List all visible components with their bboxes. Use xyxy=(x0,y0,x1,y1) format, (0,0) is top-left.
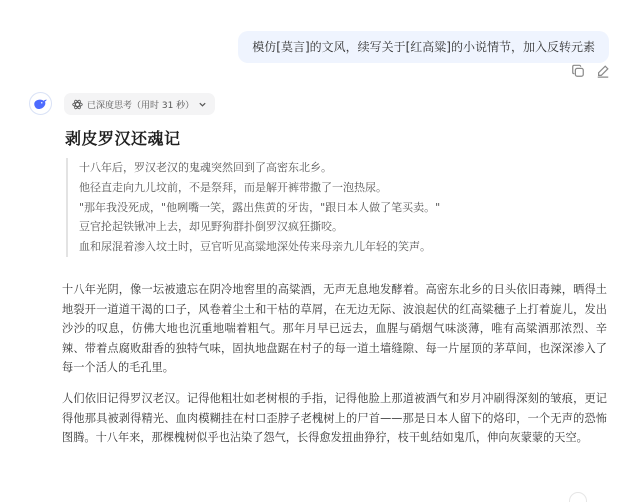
edit-icon[interactable] xyxy=(596,64,610,78)
poem-line: 他径直走向九儿坟前，不是祭拜，而是解开裤带撒了一泡热尿。 xyxy=(79,180,387,194)
copy-icon[interactable] xyxy=(571,64,585,78)
atom-icon xyxy=(72,99,83,110)
deep-think-label: 已深度思考（用时 31 秒） xyxy=(87,100,195,111)
whale-logo-icon xyxy=(33,98,48,110)
story-paragraph: 十八年光阴，像一坛被遗忘在阴冷地窖里的高粱酒，无声无息地发酵着。高密东北乡的日头依旧毒辣，晒得土地裂开一道道干渴的口子，风卷着尘土和干枯的草屑，在无边无际、波浪起伏的红高粱穗子上打着旋儿，发出沙沙的叹息，仿佛大地也沉重地喘着粗气。那年月早已远去，血腥与硝烟气味淡薄，唯有高粱酒那浓烈、辛辣、带着点腐败甜香的独特气味，固执地盘踞在村子的每一道土墙缝隙、每一片屋顶的茅草间，也深深渗入了每一个活人的毛孔里。 xyxy=(62,283,607,375)
poem-line: 豆官抡起铁锹冲上去，却见野狗群扑倒罗汉疯狂撕咬。 xyxy=(79,220,343,234)
user-message-bubble: 模仿[莫言]的文风，续写关于[红高粱]的小说情节，加入反转元素 xyxy=(238,31,609,63)
poem-line: 血和尿混着渗入坟土时，豆官听见高粱地深处传来母亲九儿年轻的笑声。 xyxy=(79,240,431,254)
story-body xyxy=(62,280,607,448)
deep-think-toggle[interactable] xyxy=(64,93,215,115)
poem-blockquote xyxy=(66,158,586,257)
story-paragraph: 人们依旧记得罗汉老汉。记得他粗壮如老树根的手指，记得他脸上那道被酒气和岁月冲刷得深刻的皱痕，更记得他那具被剥得精光、血肉模糊挂在村口歪脖子老槐树上的尸首——那是日本人留下的烙印，一个无声的恐怖图腾。十八年来，那棵槐树似乎也沾染了怨气，长得愈发扭曲狰狞，枝干虬结如鬼爪，伸向灰蒙蒙的天空。 xyxy=(62,391,607,445)
chevron-down-icon xyxy=(198,100,207,109)
assistant-avatar xyxy=(29,92,52,115)
story-title: 剥皮罗汉还魂记 xyxy=(65,129,181,148)
message-actions xyxy=(571,64,610,78)
poem-line: 十八年后，罗汉老汉的鬼魂突然回到了高密东北乡。 xyxy=(79,161,332,174)
scroll-to-bottom-button[interactable] xyxy=(569,492,587,502)
poem-line: "那年我没死成，"他咧嘴一笑，露出焦黄的牙齿，"跟日本人做了笔买卖。" xyxy=(79,200,441,214)
